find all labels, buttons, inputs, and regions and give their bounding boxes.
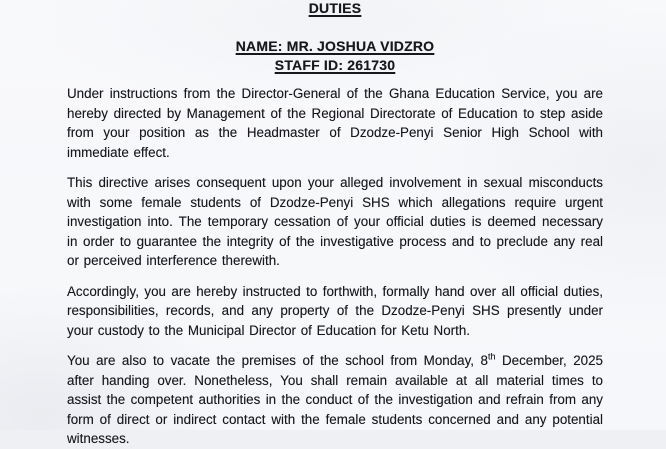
paragraph-allegations: This directive arises consequent upon your alleged involvement in sexual misconducts with some female students of Dzodze-Penyi SHS which allegations require urgent investigation into. The temporary cessation of your official duties is deemed necessary in order to guarantee the integrity of the investigative process and to preclude any real or perceived interference therewith. bbox=[67, 175, 603, 268]
paragraph-vacate-text: You are also to vacate the premises of the school from Monday, 8 bbox=[67, 353, 488, 368]
recipient-name: NAME: MR. JOSHUA VIDZRO bbox=[235, 38, 435, 54]
paragraph-vacate-text-continued: December, 2025 after handing over. Nonetheless, You shall remain available at all material times to assist the competent authorities in the conduct of the investigation and refrain from any form of direct or indirect contact with the female students concerned and any potential witnesses. bbox=[67, 353, 603, 446]
ordinal-suffix: th bbox=[487, 351, 496, 362]
staff-id: STAFF ID: 261730 bbox=[274, 57, 396, 73]
paragraph-vacate bbox=[67, 351, 603, 449]
paragraph-handover: Accordingly, you are hereby instructed to forthwith, formally hand over all official duties, responsibilities, records, and any property of the Dzodze-Penyi SHS presently under your custody to the Municipal Director of Education for Ketu North. bbox=[67, 283, 603, 338]
paragraph-step-aside: Under instructions from the Director-General of the Ghana Education Service, you are hereby directed by Management of the Regional Directorate of Education to step aside from your position as the Headmaster of Dzodze-Penyi Senior High School with immediate effect. bbox=[67, 86, 603, 160]
letter-body bbox=[67, 0, 603, 449]
document-heading: DUTIES bbox=[308, 0, 362, 16]
recipient-block bbox=[67, 37, 603, 75]
